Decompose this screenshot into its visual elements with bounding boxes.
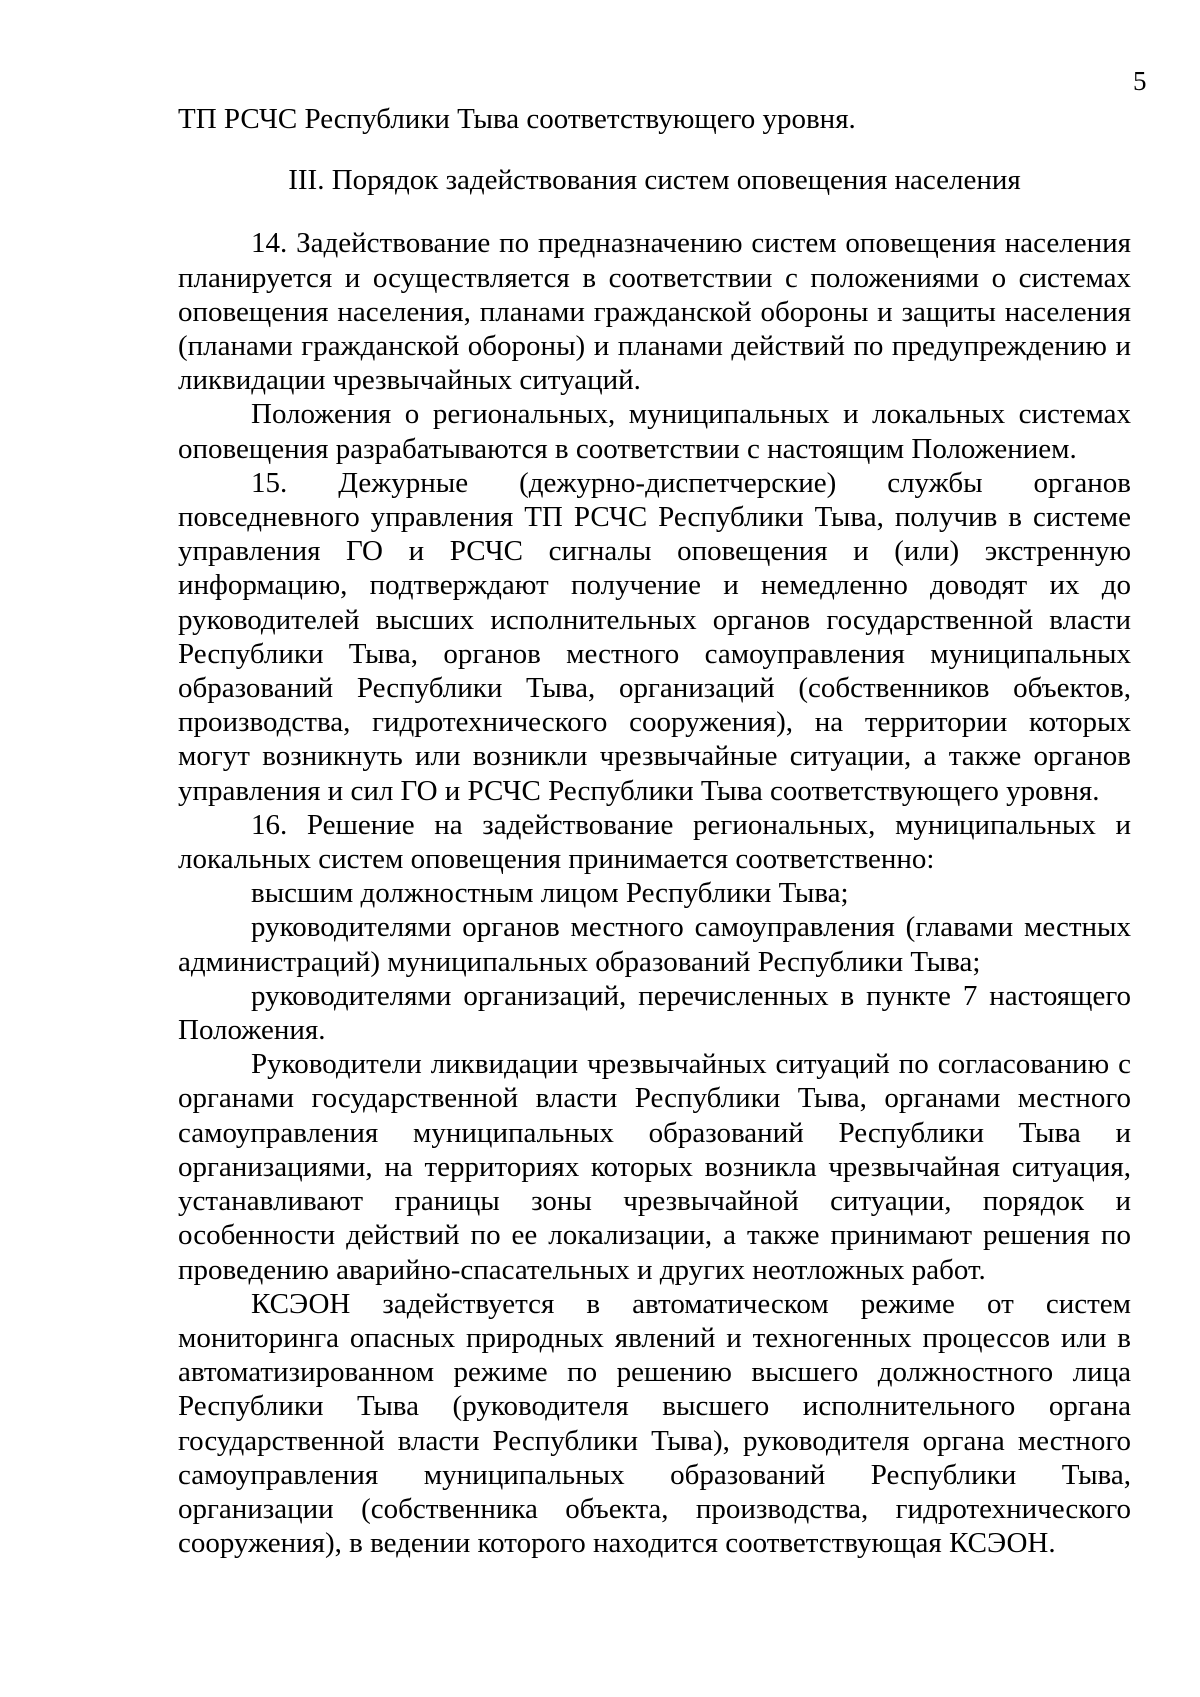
list-item-highest-official: высшим должностным лицом Республики Тыва; [251, 877, 849, 910]
list-item-local-heads: руководителями органов местного самоуправления (главами местных администраций) муниципальных образований Республики Тыва; [178, 911, 1131, 978]
paragraph-kseon: КСЭОН задействуется в автоматическом режиме от систем мониторинга опасных природных явлений и техногенных процессов или в автоматизированном режиме по решению высшего должностного лица Республики Тыва (руководителя высшего исполнительного органа государственной власти Республики Тыва), руководителя органа местного самоуправления муниципальных образований Республики Тыва, организации (собственника объекта, производства, гидротехнического сооружения), в ведении которого находится соответствующая КСЭОН. [178, 1287, 1131, 1560]
paragraph-regulations: Положения о региональных, муниципальных и локальных системах оповещения разрабатываются в соответствии с настоящим Положением. [178, 398, 1131, 465]
list-item-organizations: руководителями организаций, перечисленных в пункте 7 настоящего Положения. [178, 979, 1131, 1047]
section-heading: III. Порядок задействования систем оповещения населения [288, 164, 1021, 197]
lead-line: ТП РСЧС Республики Тыва соответствующего уровня. [178, 103, 856, 135]
paragraph-liquidation-heads: Руководители ликвидации чрезвычайных ситуаций по согласованию с органами государственной власти Республики Тыва, органами местного самоуправления муниципальных образований Республики Тыва и организациями, на территориях которых возникла чрезвычайная ситуация, устанавливают границы зоны чрезвычайной ситуации, порядок и особенности действий по ее локализации, а также принимают решения по проведению аварийно-спасательных и других неотложных работ. [178, 1048, 1131, 1286]
paragraph-16: 16. Решение на задействование региональных, муниципальных и локальных систем оповещения принимается соответственно: [178, 808, 1131, 876]
page-number: 5 [1133, 66, 1147, 96]
paragraph-15: 15. Дежурные (дежурно-диспетчерские) службы органов повседневного управления ТП РСЧС Республики Тыва, получив в системе управления ГО и РСЧС сигналы оповещения и (или) экстренную информацию, подтверждают получение и немедленно доводят их до руководителей высших исполнительных органов государственной власти Республики Тыва, органов местного самоуправления муниципальных образований Республики Тыва, организаций (собственников объектов, производства, гидротехнического сооружения), на территории которых могут возникнуть или возникли чрезвычайные ситуации, а также органов управления и сил ГО и РСЧС Республики Тыва соответствующего уровня. [178, 466, 1131, 807]
paragraph-14: 14. Задействование по предназначению систем оповещения населения планируется и осуществляется в соответствии с положениями о системах оповещения населения, планами гражданской обороны и защиты населения (планами гражданской обороны) и планами действий по предупреждению и ликвидации чрезвычайных ситуаций. [178, 227, 1131, 397]
document-body [178, 102, 1131, 1560]
